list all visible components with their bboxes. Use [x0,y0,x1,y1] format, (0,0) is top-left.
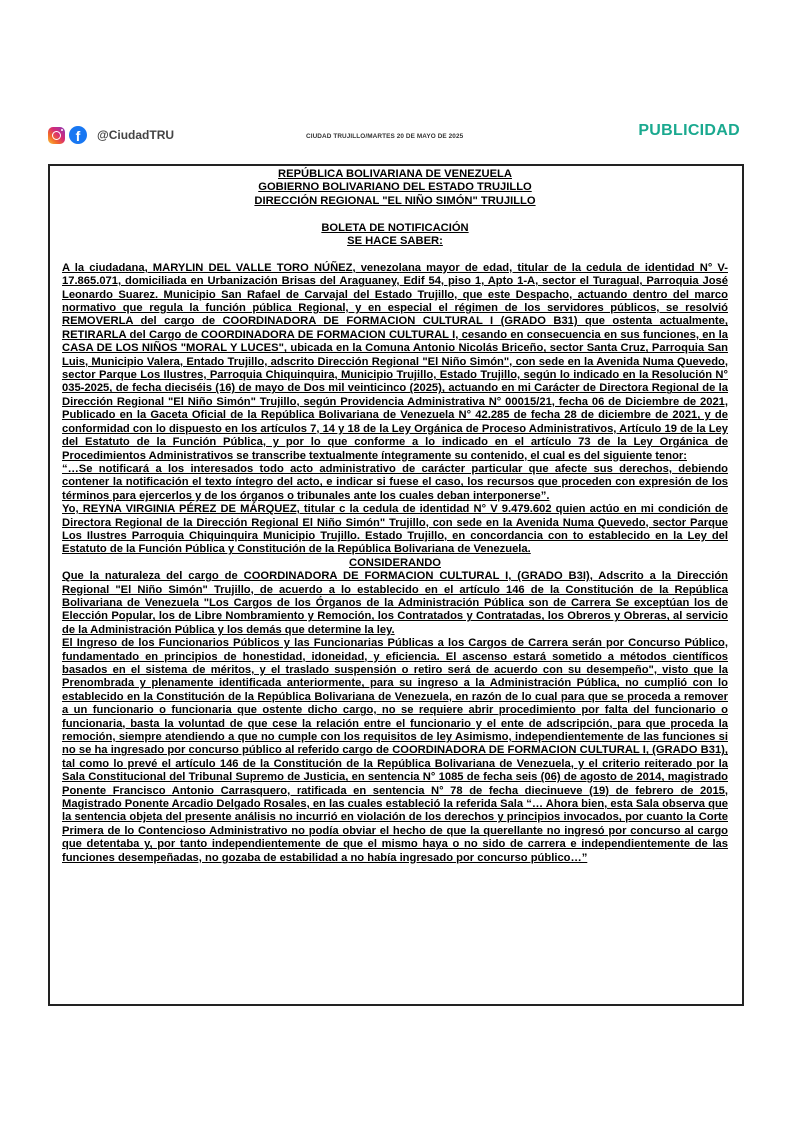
notice-title [62,222,728,249]
social-handle: @CiudadTRU [97,128,175,142]
instagram-icon [48,127,65,144]
paragraph-considerando-2: El Ingreso de los Funcionarios Públicos y las Funcionarias Públicas a los Cargos de Carrera serán por Concurso Público, fundamentado en principios de honestidad, idoneidad, y eficiencia. El ascenso estará sometido a métodos científicos basados en el sistema de méritos, y el traslado suspensión o retiro será de acuerdo con su desempeño", visto que la Prenombrada y plenamente identificada anteriormente, para su ingreso a la Administración Pública, no cumplió con lo establecido en la Constitución de la República Bolivariana de Venezuela, en razón de lo cual para que se proceda a remover a un funcionario o funcionaria que ostente dicho cargo, no se requiere abrir procedimiento por falta del funcionario o funcionaria, basta la voluntad de que cese la relación entre el funcionario y el ente de adscripción, para que proceda la remoción, siempre atendiendo a que no cumple con los requisitos de ley Asimismo, independientemente de las funciones si no se ha ingresado por concurso público al referido cargo de COORDINADORA DE FORMACION CULTURAL I, (GRADO B31), tal como lo prevé el artículo 146 de la Constitución de la República Bolivariana de Venezuela, y el criterio reiterado por la Sala Constitucional del Tribunal Supremo de Justicia, en sentencia N° 1085 de fecha seis (06) de agosto de 2014, magistrado Ponente Francisco Antonio Carrasquero, ratificada en sentencia N° 78 de fecha diecinueve (19) de febrero de 2015, Magistrado Ponente Arcadio Delgado Rosales, en las cuales estableció la referida Sala “… Ahora bien, esta Sala observa que la sentencia objeta del presente análisis no incurrió en violación de los derechos y principios invocados, por cuanto la Corte Primera de lo Contencioso Administrativo no podía obviar el hecho de que la querellante no ingresó por concurso al cargo que detentaba y, por tanto independientemente de que el mismo haya o no sido de carrera e independientemente de las funciones desempeñadas, no gozaba de estabilidad a no había ingresado por concurso público…” [62,637,728,864]
heading-line-3: DIRECCIÓN REGIONAL "EL NIÑO SIMÓN" TRUJILLO [254,194,536,207]
facebook-icon: f [69,126,87,144]
title-line-2: SE HACE SABER: [347,235,443,248]
paragraph-notification: A la ciudadana, MARYLIN DEL VALLE TORO NÚÑEZ, venezolana mayor de edad, titular de la cedula de identidad N° V- 17.865.071, domiciliada en Urbanización Brisas del Araguaney, Edif 54, piso 1, Apto 1-A, sector el Turagual, Parroquia José Leonardo Suarez. Municipio San Rafael de Carvajal del Estado Trujillo, que este Despacho, actuando dentro del marco normativo que regula la función pública Regional, y en especial el régimen de los servidores públicos, se resolvió REMOVERLA del cargo de COORDINADORA DE FORMACION CULTURAL I (GRADO B31) que ostenta actualmente, RETIRARLA del Cargo de COORDINADORA DE FORMACION CULTURAL I, cesando en consecuencia en sus funciones, en la CASA DE LOS NIÑOS "MORAL Y LUCES", ubicada en la Comuna Antonio Nicolás Briceño, sector Santa Cruz, Parroquia San Luis, Municipio Valera, Entado Trujillo, adscrito Dirección Regional "El Niño Simón", con sede en la Avenida Numa Quevedo, sector Parque Los Ilustres, Parroquia Chiquinquira, Municipio Trujillo, Estado Trujillo, según lo indicado en la Resolución N° 035-2025, de fecha dieciséis (16) de mayo de Dos mil veinticinco (2025), actuando en mi Carácter de Directora Regional de la Dirección Regional "El Niño Simón" Trujillo, según Providencia Administrativa N° 00015/21, fecha 06 de Diciembre de 2021, Publicado en la Gaceta Oficial de la República Bolivariana de Venezuela N° 42.285 de fecha 28 de diciembre de 2021, y de conformidad con lo dispuesto en los artículos 7, 14 y 18 de la Ley Orgánica de Proceso Administrativos, Artículo 19 de la Ley del Estatuto de la Función Pública, y por lo que conforme a lo indicado en el artículo 73 de la Ley Orgánica de Procedimientos Administrativos se transcribe textualmente íntegramente su contenido, el cual es del siguiente tenor: [62,261,728,462]
social-links [48,126,174,144]
page-header [0,122,794,152]
paragraph-considerando-1: Que la naturaleza del cargo de COORDINADORA DE FORMACION CULTURAL I, (GRADO B3I), Adscrito a la Dirección Regional "El Niño Simón" Trujillo, de acuerdo a lo establecido en el artículo 146 de la Constitución de la República Bolivariana de Venezuela "Los Cargos de los Órganos de la Administración Pública son de Carrera Se exceptúan los de Elección Popular, los de Libre Nombramiento y Remoción, los Contratados y Contratadas, los Obreros y Obreras, al servicio de la Administración Pública y los demás que determine la ley. [62,570,728,636]
notice-content [62,168,728,865]
considerando-heading: CONSIDERANDO [349,556,441,569]
notice-heading [62,168,728,208]
notice-box [48,164,744,1006]
paragraph-director: Yo, REYNA VIRGINIA PÉREZ DE MÁRQUEZ, titular c la cedula de identidad N° V 9.479.602 quien actúo en mi condición de Directora Regional de la Dirección Regional El Niño Simón" Trujillo, con sede en la Avenida Numa Quevedo, sector Parque Los Ilustres Parroquia Chiquinquira Municipio Trujillo. Estado Trujillo, en concordancia con to establecido en la Ley del Estatuto de la Función Pública y Constitución de la República Bolivariana de Venezuela. [62,503,728,556]
dateline: CIUDAD TRUJILLO/MARTES 20 DE MAYO DE 2025 [306,133,464,140]
heading-line-2: GOBIERNO BOLIVARIANO DEL ESTADO TRUJILLO [258,181,532,194]
section-label: PUBLICIDAD [638,122,740,139]
heading-line-1: REPÚBLICA BOLIVARIANA DE VENEZUELA [278,168,512,180]
paragraph-quote: “…Se notificará a los interesados todo acto administrativo de carácter particular que afecte sus derechos, debiendo contener la notificación el texto íntegro del acto, e indicar si fuese el caso, los recursos que proceden con expresión de los términos para ejercerlos y de los órganos o tribunales ante los cuales deban interponerse”. [62,462,728,502]
title-line-1: BOLETA DE NOTIFICACIÓN [321,221,469,234]
